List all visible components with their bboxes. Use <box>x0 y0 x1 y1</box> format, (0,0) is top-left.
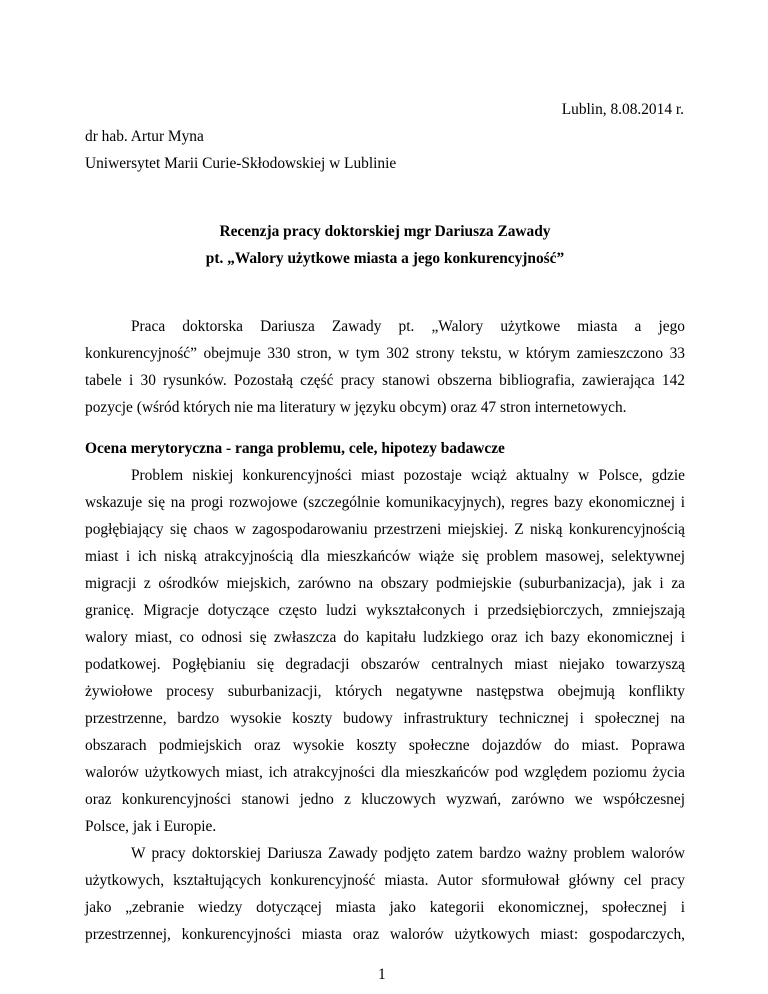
paragraph-line: konkurencyjność” obejmuje 330 stron, w tym 302 strony tekstu, w którym zamieszczono 33 <box>85 345 685 362</box>
page-number: 1 <box>378 966 386 983</box>
paragraph-line: użytkowych, kształtujących konkurencyjność miasta. Autor sformułował główny cel pracy <box>85 872 685 889</box>
paragraph-line: oraz konkurencyjności stanowi jedno z kluczowych wyzwań, zarówno we współczesnej <box>85 791 685 808</box>
review-title: Recenzja pracy doktorskiej mgr Dariusza Zawady <box>219 223 551 240</box>
place-date: Lublin, 8.08.2014 r. <box>561 101 684 118</box>
paragraph-line: pogłębiający się chaos w zagospodarowaniu przestrzeni miejskiej. Z niską konkurencyjnością <box>85 521 685 538</box>
paragraph-line: przestrzenne, bardzo wysokie koszty budowy infrastruktury technicznej i społecznej na <box>85 710 685 727</box>
section-heading: Ocena merytoryczna - ranga problemu, cele, hipotezy badawcze <box>85 440 505 457</box>
paragraph-line: obszarach podmiejskich oraz wysokie koszty społeczne dojazdów do miast. Poprawa <box>85 737 685 754</box>
paragraph-line: W pracy doktorskiej Dariusza Zawady podjęto zatem bardzo ważny problem walorów <box>131 845 685 862</box>
paragraph-line: jako „zebranie wiedzy dotyczącej miasta jako kategorii ekonomicznej, społecznej i <box>85 899 685 916</box>
paragraph-line: Problem niskiej konkurencyjności miast pozostaje wciąż aktualny w Polsce, gdzie <box>131 467 685 484</box>
reviewer-affiliation: Uniwersytet Marii Curie-Skłodowskiej w Lublinie <box>85 155 397 172</box>
paragraph-line: pozycje (wśród których nie ma literatury w języku obcym) oraz 47 stron internetowych. <box>85 399 627 416</box>
paragraph-line: tabele i 30 rysunków. Pozostałą część pracy stanowi obszerna bibliografia, zawierająca 142 <box>85 372 685 389</box>
review-subtitle: pt. „Walory użytkowe miasta a jego konkurencyjność” <box>205 250 565 267</box>
paragraph-line: Praca doktorska Dariusza Zawady pt. „Walory użytkowe miasta a jego <box>131 318 685 335</box>
paragraph-line: miast i ich niską atrakcyjnością dla mieszkańców wiąże się problem masowej, selektywnej <box>85 548 685 565</box>
paragraph-line: przestrzennej, konkurencyjności miasta oraz walorów użytkowych miast: gospodarczych, <box>85 926 685 943</box>
paragraph-line: wskazuje się na progi rozwojowe (szczególnie komunikacyjnych), regres bazy ekonomicznej i <box>85 494 685 511</box>
paragraph-line: granicę. Migracje dotyczące często ludzi wykształconych i przedsiębiorczych, zmniejszają <box>85 602 685 619</box>
paragraph-line: walory miast, co odnosi się zwłaszcza do kapitału ludzkiego oraz ich bazy ekonomicznej i <box>85 629 685 646</box>
paragraph-line: podatkowej. Pogłębianiu się degradacji obszarów centralnych miast niejako towarzyszą <box>85 656 685 673</box>
reviewer-name: dr hab. Artur Myna <box>85 128 204 145</box>
paragraph-line: migracji z ośrodków miejskich, zarówno na obszary podmiejskie (suburbanizacja), jak i za <box>85 575 685 592</box>
paragraph-line: żywiołowe procesy suburbanizacji, których negatywne następstwa obejmują konflikty <box>85 683 685 700</box>
paragraph-line: Polsce, jak i Europie. <box>85 818 217 835</box>
paragraph-line: walorów użytkowych miast, ich atrakcyjności dla mieszkańców pod względem poziomu życia <box>85 764 685 781</box>
